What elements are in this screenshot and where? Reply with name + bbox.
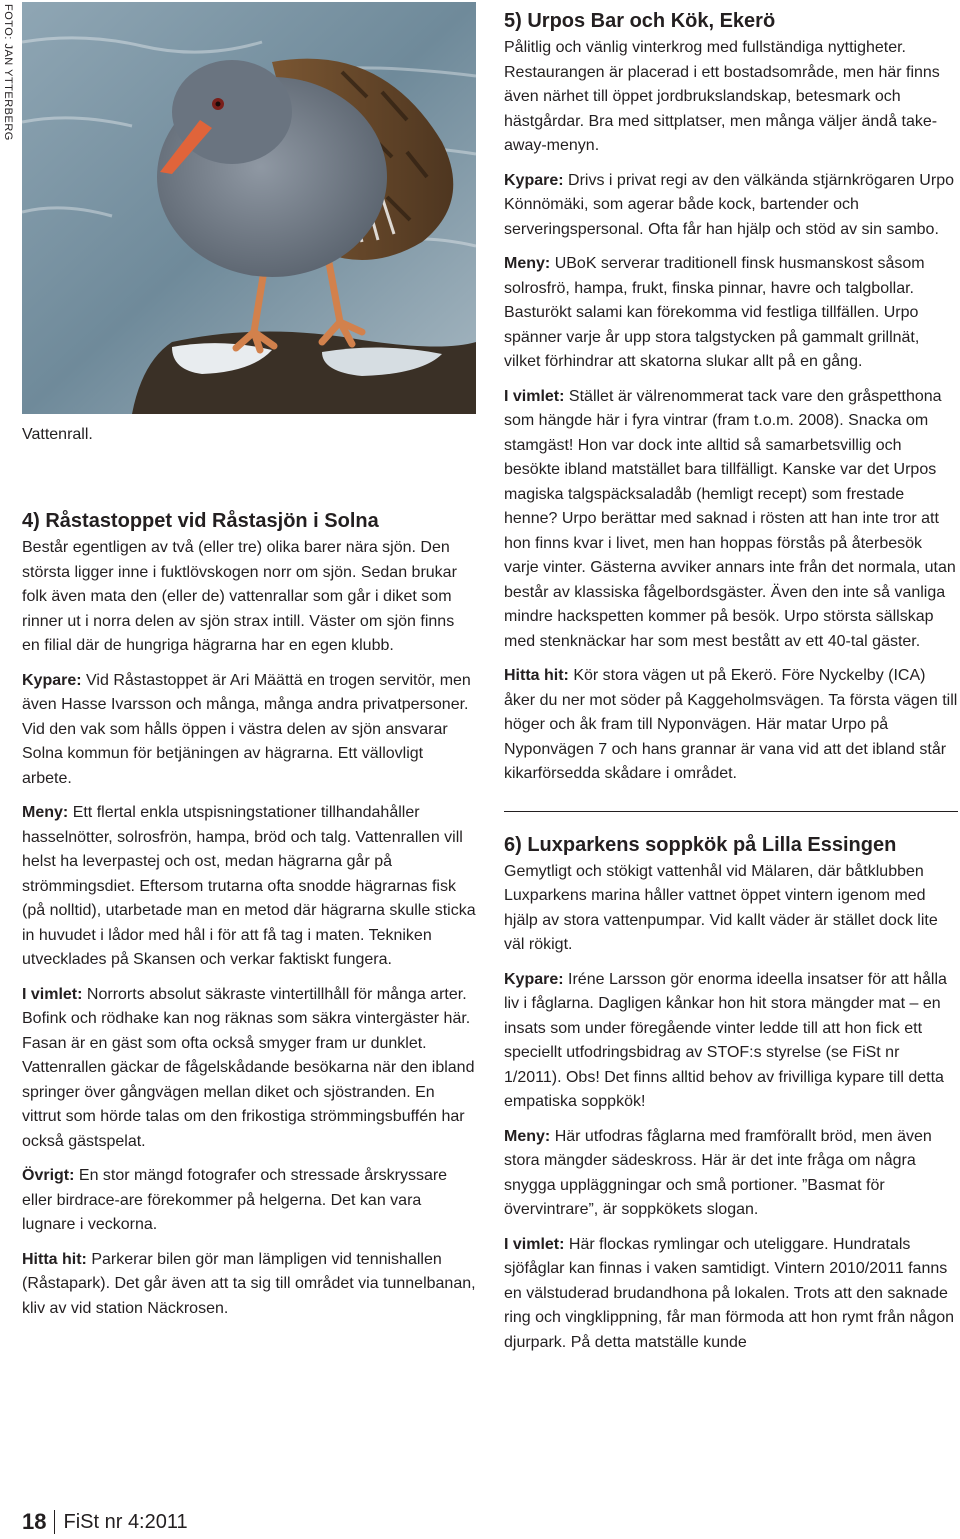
kypare-label: Kypare:	[504, 171, 564, 189]
vimlet-label: I vimlet:	[504, 1235, 565, 1253]
meny-label: Meny:	[504, 1127, 551, 1145]
left-column	[22, 508, 476, 1331]
meny-label: Meny:	[504, 255, 551, 272]
photo-credit: FOTO: JAN YTTERBERG	[2, 4, 14, 141]
section-4-vimlet: I vimlet: Norrorts absolut säkraste vintertillhåll för många arter. Bofink och rödhake kan nog räknas som säkra vintergäster här. Fasan är en gäst som ofta också smyger fram ur dunklet. Vattenrallen gäckar de fågelskådande besökarna när den ibland springer över gångvägen mellan diket och sjöstranden. En vittrut som hörde talas om den frikostiga strömmingsbuffén har också gästspelat.	[22, 985, 475, 1150]
photo-caption: Vattenrall.	[22, 426, 93, 443]
hitta-label: Hitta hit:	[22, 1250, 87, 1268]
right-column	[504, 8, 958, 1365]
section-4-ovrigt: Övrigt: En stor mängd fotografer och stressade årskryssare eller birdrace-are förekommer på helgerna. Det kan vara lugnare i veckorna.	[22, 1167, 448, 1233]
section-5-vimlet: I vimlet: Stället är välrenommerat tack vare den gråspetthona som hängde här i fyra vintrar (fram t.o.m. 2008). Snacka om stamgäst! Hon var dock inte alltid så samarbetsvillig och besökte ibland matstället bara tillfälligt. Kanske var det Urpos magiska talgspäcksaladåb (hemligt recept) som frestade henne? Urpo berättar med saknad i rösten att han inte tror att hon finns kvar i livet, men han hoppas förstås på återbesök varje vinter. Gästerna avviker annars inte från det normala, utan består av klassiska fågelbordsgäster. Även den inte så vanliga mindre hackspetten kommer på besök. Urpo största sällskap med stenknäckar har som mest bestått av ett 40-tal gäster.	[504, 387, 956, 650]
section-4-intro: Består egentligen av två (eller tre) olika barer nära sjön. Den största ligger inne i fuktlövskogen norr om sjön. Sedan brukar folk även mata den (eller de) vattenrallar som går i diket som rinner ut i norra delen av sjön strax intill. Väster om sjön finns en filial där de hungriga hägrarna har en egen klubb.	[22, 539, 457, 654]
section-6-meny: Meny: Här utfodras fåglarna med framförallt bröd, men även stora mängder sädeskross. Här är det inte fråga om några snygga uppläggningar och små portioner. ”Basmat för övervintrare”, är soppkökets slogan.	[504, 1127, 932, 1218]
section-5-intro: Pålitlig och vänlig vinterkrog med fullständiga nyttigheter. Restaurangen är placerad i ett bostadsområde, men här finns även närhet till öppet jordbrukslandskap, betesmark och hästgårdar. Bra med sittplatser, men många väljer ändå take-away-menyn.	[504, 39, 940, 154]
section-4-title: 4) Råstastoppet vid Råstasjön i Solna	[22, 510, 379, 532]
section-6-intro: Gemytligt och stökigt vattenhål vid Mälaren, där båtklubben Luxparkens marina håller vattnet öppet vintern igenom med hjälp av stora vattenpumpar. Vid kallt väder är stället dock lite väl rökigt.	[504, 862, 938, 953]
section-6-vimlet: I vimlet: Här flockas rymlingar och uteliggare. Hundratals sjöfåglar kan finnas i vaken samtidigt. Vintern 2010/2011 fanns en välstuderad brudandhona på lokalen. Trots att den saknade ring och vingklippning, får man förmoda att hon rymt från någon djurpark. På detta matställe kunde	[504, 1235, 955, 1351]
kypare-label: Kypare:	[504, 970, 564, 988]
meny-label: Meny:	[22, 804, 69, 821]
section-5-kypare: Kypare: Drivs i privat regi av den välkända stjärnkrögaren Urpo Könnömäki, som agerar både kock, bartender och serveringspersonal. Ofta får han hjälp och stöd av sin sambo.	[504, 171, 954, 238]
section-4-kypare: Kypare: Vid Råstastoppet är Ari Määttä en trogen servitör, men även Hasse Ivarsson och många, många andra privatpersoner. Vid den vak som hålls öppen i västra delen av sjön ansvarar Solna kommun för betjäningen av hägrarna. Ett vällovligt arbete.	[22, 671, 471, 787]
section-5-hitta: Hitta hit: Kör stora vägen ut på Ekerö. Före Nyckelby (ICA) åker du ner mot söder på Kaggeholmsvägen. Ta första vägen till höger och åk fram till Nyponvägen. Här matar Urpo på Nyponvägen 7 och hans grannar är vana vid att det ibland står kikarförsedda skådare i området.	[504, 667, 958, 782]
section-6-kypare: Kypare: Iréne Larsson gör enorma ideella insatser för att hålla liv i fåglarna. Dagligen kånkar hon hit stora mängder mat – en insats som under föregående vinter ledde till att hon fick ett speciellt utfodringsbidrag av STOF:s styrelse (se FiSt nr 1/2011). Obs! Det finns alltid behov av frivilliga kypare till detta empatiska soppkök!	[504, 970, 947, 1110]
section-5-meny: Meny: UBoK serverar traditionell finsk husmanskost såsom solrosfrö, hampa, frukt, finska pinnar, havre och talgbollar. Basturökt salami kan förekomma vid festliga tillfällen. Urpo spänner varje år upp stora talgstycken på gammalt grillnät, vilket förhindrar att skatorna slukar allt på en gång.	[504, 255, 925, 370]
ovrigt-label: Övrigt:	[22, 1167, 75, 1184]
section-6-title: 6) Luxparkens soppkök på Lilla Essingen	[504, 833, 897, 856]
kypare-label: Kypare:	[22, 671, 82, 689]
magazine-issue: FiSt nr 4:2011	[63, 1511, 188, 1533]
section-divider	[504, 811, 958, 812]
section-4-meny: Meny: Ett flertal enkla utspisningstationer tillhandahåller hasselnötter, solrosfrön, hampa, bröd och talg. Vattenrallen vill helst ha leverpastej och ost, medan hägrarna går på strömmingsdiet. Eftersom trutarna ofta snodde hägrarnas fisk (på nolltid), utarbetade man en metod där hägrarna skulle sticka in huvudet i lådor med hål i för att få tag i maten. Tekniken utvecklades på Skansen och verkar faktiskt fungera.	[22, 804, 476, 968]
water-rail-photo	[22, 2, 476, 414]
vimlet-label: I vimlet:	[504, 387, 565, 405]
footer-separator	[54, 1510, 55, 1534]
vimlet-label: I vimlet:	[22, 985, 83, 1003]
page-number: 18	[22, 1509, 47, 1534]
water-rail-illustration	[22, 2, 476, 414]
hitta-label: Hitta hit:	[504, 667, 569, 684]
page-footer	[22, 1508, 188, 1536]
section-5-title: 5) Urpos Bar och Kök, Ekerö	[504, 10, 776, 32]
section-4-hitta: Hitta hit: Parkerar bilen gör man lämpligen vid tennishallen (Råstapark). Det går även att ta sig till området via tunnelbanan, kliv av vid station Näckrosen.	[22, 1250, 476, 1317]
